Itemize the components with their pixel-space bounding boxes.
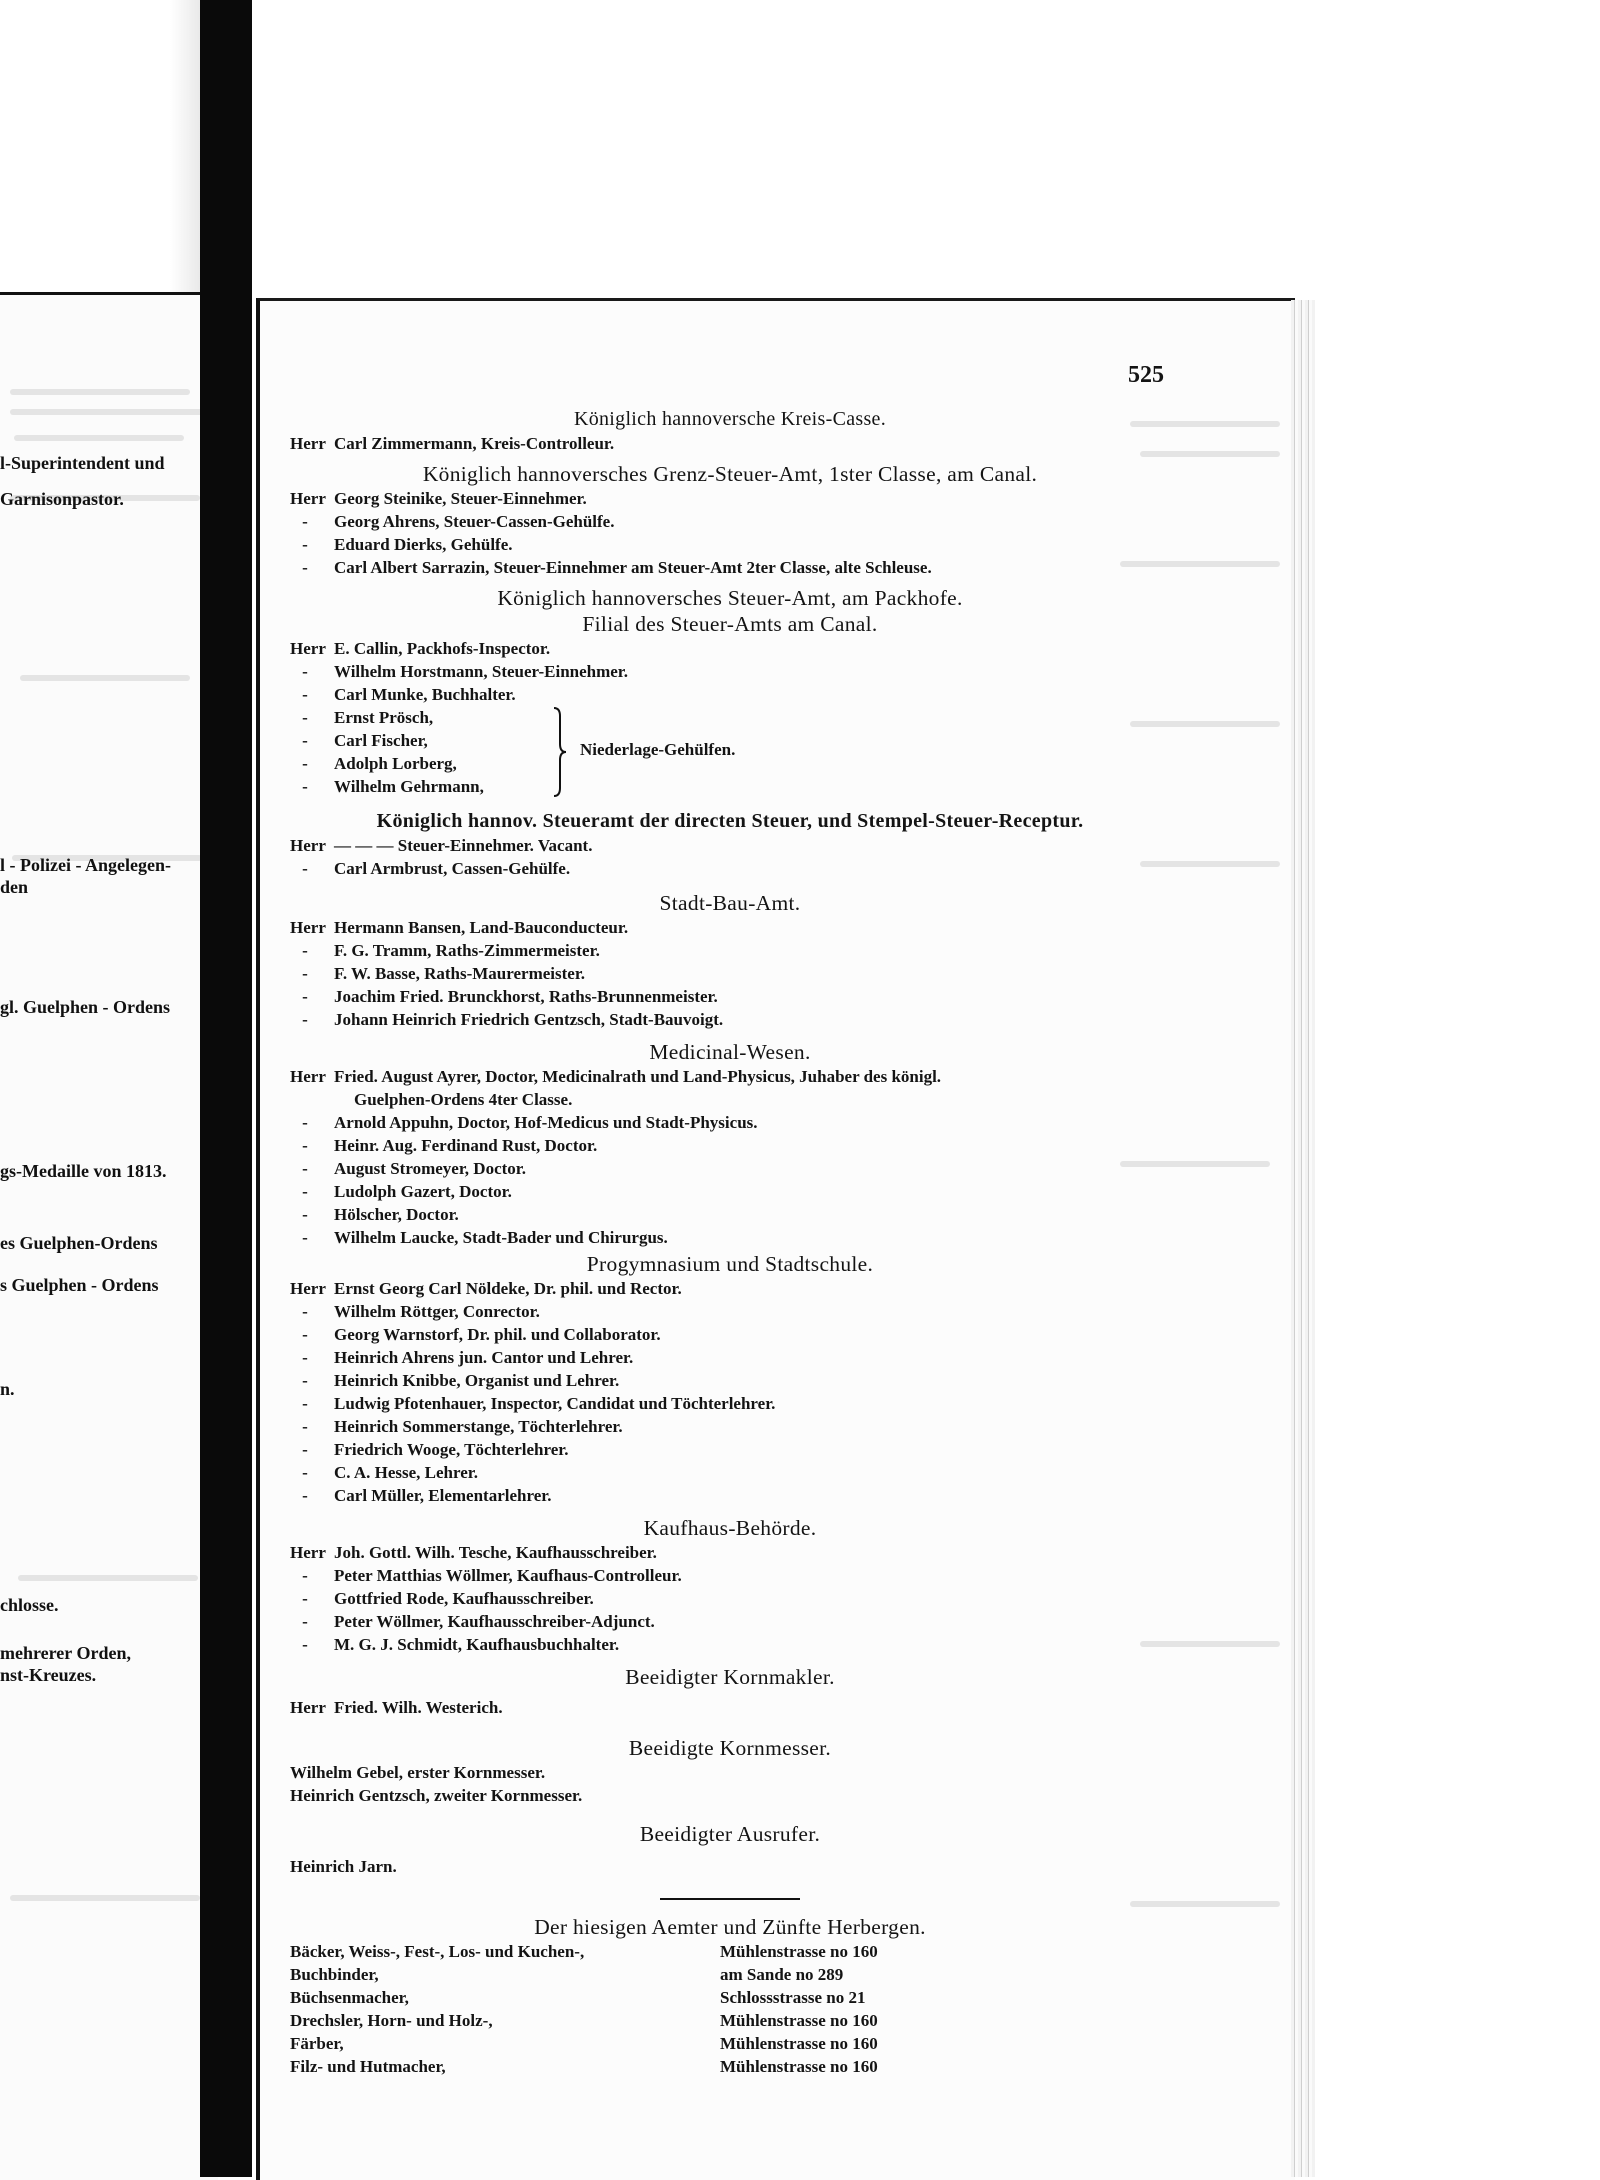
entry-text: Adolph Lorberg, bbox=[334, 754, 457, 773]
section-heading: Medicinal-Wesen. bbox=[649, 1040, 811, 1064]
entry-prefix: Herr bbox=[290, 1698, 326, 1717]
left-page-fragment: gs-Medaille von 1813. bbox=[0, 1161, 167, 1181]
entry-row bbox=[290, 775, 1170, 798]
entry-prefix: - bbox=[302, 1635, 308, 1654]
section-heading: Königlich hannoversches Steuer-Amt, am Packhofe. bbox=[497, 586, 963, 610]
section-subheading: Filial des Steuer-Amts am Canal. bbox=[582, 612, 878, 636]
entry-prefix: Herr bbox=[290, 1543, 326, 1562]
entry-row bbox=[290, 1784, 1170, 1807]
entry-prefix: - bbox=[302, 1463, 308, 1482]
trade-name: Filz- und Hutmacher, bbox=[290, 2057, 446, 2076]
entry-text: Carl Albert Sarrazin, Steuer-Einnehmer am Steuer-Amt 2ter Classe, alte Schleuse. bbox=[334, 558, 932, 577]
entry-row bbox=[290, 1761, 1170, 1784]
entry-text: Heinrich Ahrens jun. Cantor und Lehrer. bbox=[334, 1348, 634, 1367]
entry-row bbox=[290, 985, 1170, 1008]
entry-text: — — — Steuer-Einnehmer. Vacant. bbox=[334, 836, 593, 855]
page-edges bbox=[1291, 300, 1315, 2177]
entry-prefix: - bbox=[302, 512, 308, 531]
entry-text: August Stromeyer, Doctor. bbox=[334, 1159, 527, 1178]
entry-row bbox=[290, 1277, 1170, 1300]
entry-prefix: - bbox=[302, 1010, 308, 1029]
entry-text: Wilhelm Gehrmann, bbox=[334, 777, 484, 796]
entry-text: Georg Steinike, Steuer-Einnehmer. bbox=[334, 489, 587, 508]
entry-text: Carl Armbrust, Cassen-Gehülfe. bbox=[334, 859, 571, 878]
entry-text: Wilhelm Laucke, Stadt-Bader und Chirurgus. bbox=[334, 1228, 668, 1247]
entry-prefix: - bbox=[302, 777, 308, 796]
entry-text: Arnold Appuhn, Doctor, Hof-Medicus und Stadt-Physicus. bbox=[334, 1113, 758, 1132]
entry-prefix: - bbox=[302, 1205, 308, 1224]
entry-prefix: - bbox=[302, 1302, 308, 1321]
entry-row bbox=[290, 683, 1170, 706]
left-page-fragment: es Guelphen-Ordens bbox=[0, 1233, 158, 1253]
entry-text: Wilhelm Horstmann, Steuer-Einnehmer. bbox=[334, 662, 629, 681]
entry-text: Peter Wöllmer, Kaufhausschreiber-Adjunct. bbox=[334, 1612, 655, 1631]
entry-row bbox=[290, 1300, 1170, 1323]
entry-text: Peter Matthias Wöllmer, Kaufhaus-Controlleur. bbox=[334, 1566, 682, 1585]
entry-row bbox=[290, 834, 1170, 857]
entry-row bbox=[290, 1415, 1170, 1438]
entry-prefix: - bbox=[302, 1589, 308, 1608]
entry-prefix: - bbox=[302, 1612, 308, 1631]
trade-location: Mühlenstrasse no 160 bbox=[720, 2034, 878, 2053]
entry-row bbox=[290, 962, 1170, 985]
entry-text: Carl Munke, Buchhalter. bbox=[334, 685, 516, 704]
entry-row bbox=[290, 1587, 1170, 1610]
entry-prefix: Herr bbox=[290, 836, 326, 855]
entry-row bbox=[290, 1346, 1170, 1369]
entry-prefix: - bbox=[302, 1371, 308, 1390]
brace-group bbox=[290, 706, 1170, 798]
entry-prefix: - bbox=[302, 1113, 308, 1132]
entry-row bbox=[290, 1610, 1170, 1633]
section-heading: Der hiesigen Aemter und Zünfte Herbergen. bbox=[534, 1915, 926, 1939]
entry-row bbox=[290, 1484, 1170, 1507]
section-heading: Königlich hannoversche Kreis-Casse. bbox=[573, 408, 887, 430]
section-kornmesser bbox=[290, 1735, 1170, 1807]
page-shadow bbox=[170, 0, 200, 300]
entry-prefix: - bbox=[302, 1159, 308, 1178]
left-page-fragment: den bbox=[0, 877, 29, 897]
entry-text: M. G. J. Schmidt, Kaufhausbuchhalter. bbox=[334, 1635, 620, 1654]
entry-row bbox=[290, 1323, 1170, 1346]
section-kaufhaus-behoerde bbox=[290, 1515, 1170, 1656]
entry-text: F. G. Tramm, Raths-Zimmermeister. bbox=[334, 941, 600, 960]
trade-name: Bäcker, Weiss-, Fest-, Los- und Kuchen-, bbox=[290, 1942, 585, 1961]
entry-row bbox=[290, 1065, 1170, 1088]
entry-row bbox=[290, 1203, 1170, 1226]
trade-row bbox=[290, 1940, 1170, 1963]
trade-name: Büchsenmacher, bbox=[290, 1988, 409, 2007]
entry-text: Ernst Georg Carl Nöldeke, Dr. phil. und Rector. bbox=[334, 1279, 682, 1298]
entry-row bbox=[290, 1134, 1170, 1157]
entry-text: Ludwig Pfotenhauer, Inspector, Candidat und Töchterlehrer. bbox=[334, 1394, 776, 1413]
entry-row bbox=[290, 1111, 1170, 1134]
trade-row bbox=[290, 1963, 1170, 1986]
left-page-fragment: s Guelphen - Ordens bbox=[0, 1275, 159, 1295]
section-ausrufer bbox=[290, 1821, 1170, 1878]
left-page-fragment: Garnisonpastor. bbox=[0, 489, 124, 509]
section-heading: Beeidigte Kornmesser. bbox=[628, 1736, 832, 1760]
section-heading: Königlich hannoversches Grenz-Steuer-Amt, 1ster Classe, am Canal. bbox=[422, 462, 1038, 486]
entry-row bbox=[290, 660, 1170, 683]
entry-row bbox=[290, 556, 1170, 579]
entry-prefix: Herr bbox=[290, 489, 326, 508]
section-heading: Königlich hannov. Steueramt der directen Steuer, und Stempel-Steuer-Receptur. bbox=[376, 810, 1084, 832]
trade-row bbox=[290, 2032, 1170, 2055]
entry-row bbox=[290, 1392, 1170, 1415]
entry-prefix: - bbox=[302, 1182, 308, 1201]
entry-prefix: - bbox=[302, 1566, 308, 1585]
entry-prefix: Herr bbox=[290, 639, 326, 658]
entry-row bbox=[290, 1696, 1170, 1719]
entry-text: F. W. Basse, Raths-Maurermeister. bbox=[334, 964, 586, 983]
entry-text: Wilhelm Gebel, erster Kornmesser. bbox=[290, 1763, 546, 1782]
left-page-fragment: l - Polizei - Angelegen- bbox=[0, 855, 171, 875]
entry-row bbox=[290, 1438, 1170, 1461]
entry-text: Hermann Bansen, Land-Bauconducteur. bbox=[334, 918, 629, 937]
register-page-content bbox=[290, 400, 1170, 2078]
entry-prefix: - bbox=[302, 685, 308, 704]
brace-label: Niederlage-Gehülfen. bbox=[580, 740, 736, 759]
entry-text: Joh. Gottl. Wilh. Tesche, Kaufhausschreiber. bbox=[334, 1543, 657, 1562]
entry-prefix: - bbox=[302, 662, 308, 681]
entry-prefix: Herr bbox=[290, 434, 326, 453]
section-heading: Stadt-Bau-Amt. bbox=[659, 891, 801, 915]
entry-prefix: - bbox=[302, 1394, 308, 1413]
entry-prefix: - bbox=[302, 708, 308, 727]
left-page-fragment: chlosse. bbox=[0, 1595, 59, 1615]
entry-prefix: Herr bbox=[290, 1279, 326, 1298]
entry-prefix: - bbox=[302, 1417, 308, 1436]
trade-location: am Sande no 289 bbox=[720, 1965, 844, 1984]
entry-row bbox=[290, 939, 1170, 962]
entry-text: C. A. Hesse, Lehrer. bbox=[334, 1463, 479, 1482]
entry-row bbox=[290, 1541, 1170, 1564]
section-grenz-steuer-amt bbox=[290, 461, 1170, 579]
entry-text: Heinrich Gentzsch, zweiter Kornmesser. bbox=[290, 1786, 583, 1805]
entry-text: Joachim Fried. Brunckhorst, Raths-Brunnenmeister. bbox=[334, 987, 718, 1006]
entry-text: Fried. August Ayrer, Doctor, Medicinalrath und Land-Physicus, Juhaber des königl. bbox=[334, 1067, 942, 1086]
entry-prefix: - bbox=[302, 1440, 308, 1459]
entry-row bbox=[290, 706, 1170, 729]
entry-prefix: - bbox=[302, 941, 308, 960]
entry-text: Johann Heinrich Friedrich Gentzsch, Stadt-Bauvoigt. bbox=[334, 1010, 724, 1029]
entry-prefix: - bbox=[302, 754, 308, 773]
entry-text: Gottfried Rode, Kaufhausschreiber. bbox=[334, 1589, 594, 1608]
entry-row bbox=[290, 1461, 1170, 1484]
left-page bbox=[0, 292, 218, 2180]
section-kreis-casse bbox=[290, 406, 1170, 455]
book-gutter bbox=[200, 0, 252, 2177]
entry-continuation bbox=[290, 1088, 1170, 1111]
trade-name: Färber, bbox=[290, 2034, 344, 2053]
entry-text: Carl Müller, Elementarlehrer. bbox=[334, 1486, 552, 1505]
entry-prefix: Herr bbox=[290, 918, 326, 937]
trade-row bbox=[290, 2055, 1170, 2078]
trade-location: Mühlenstrasse no 160 bbox=[720, 1942, 878, 1961]
entry-text: Wilhelm Röttger, Conrector. bbox=[334, 1302, 540, 1321]
trade-name: Drechsler, Horn- und Holz-, bbox=[290, 2011, 493, 2030]
entry-row bbox=[290, 1369, 1170, 1392]
trade-name: Buchbinder, bbox=[290, 1965, 379, 1984]
left-page-fragment: l-Superintendent und bbox=[0, 453, 165, 473]
entry-row bbox=[290, 533, 1170, 556]
section-kornmakler bbox=[290, 1664, 1170, 1719]
entry-text: Carl Fischer, bbox=[334, 731, 428, 750]
entry-row bbox=[290, 1180, 1170, 1203]
entry-text: Georg Ahrens, Steuer-Cassen-Gehülfe. bbox=[334, 512, 615, 531]
entry-row bbox=[290, 487, 1170, 510]
section-stempel-steuer bbox=[290, 808, 1170, 880]
curly-brace-icon bbox=[550, 706, 570, 798]
entry-row bbox=[290, 637, 1170, 660]
entry-text: Carl Zimmermann, Kreis-Controlleur. bbox=[334, 434, 615, 453]
entry-prefix: Herr bbox=[290, 1067, 326, 1086]
trade-location: Mühlenstrasse no 160 bbox=[720, 2057, 878, 2076]
entry-text: Heinrich Knibbe, Organist und Lehrer. bbox=[334, 1371, 620, 1390]
page-number: 525 bbox=[1128, 362, 1164, 388]
entry-prefix: - bbox=[302, 558, 308, 577]
section-stadt-bau-amt bbox=[290, 890, 1170, 1031]
entry-text: Ernst Prösch, bbox=[334, 708, 434, 727]
section-packhof bbox=[290, 585, 1170, 798]
entry-row bbox=[290, 1226, 1170, 1249]
trade-row bbox=[290, 2009, 1170, 2032]
entry-text: Guelphen-Ordens 4ter Classe. bbox=[354, 1090, 573, 1109]
entry-text: Heinrich Sommerstange, Töchterlehrer. bbox=[334, 1417, 623, 1436]
left-page-fragment: gl. Guelphen - Ordens bbox=[0, 997, 171, 1017]
section-heading: Beeidigter Ausrufer. bbox=[639, 1822, 821, 1846]
entry-prefix: - bbox=[302, 1228, 308, 1247]
trade-row bbox=[290, 1986, 1170, 2009]
entry-row bbox=[290, 510, 1170, 533]
entry-prefix: - bbox=[302, 1325, 308, 1344]
section-heading: Progymnasium und Stadtschule. bbox=[586, 1252, 874, 1276]
trade-location: Schlossstrasse no 21 bbox=[720, 1988, 866, 2007]
left-page-fragment: nst-Kreuzes. bbox=[0, 1665, 97, 1685]
left-page-fragment: mehrerer Orden, bbox=[0, 1643, 131, 1663]
section-heading: Beeidigter Kornmakler. bbox=[625, 1665, 835, 1689]
section-progymnasium bbox=[290, 1251, 1170, 1507]
entry-text: Heinr. Aug. Ferdinand Rust, Doctor. bbox=[334, 1136, 598, 1155]
entry-text: Georg Warnstorf, Dr. phil. und Collaborator. bbox=[334, 1325, 661, 1344]
entry-row bbox=[290, 1564, 1170, 1587]
entry-text: Ludolph Gazert, Doctor. bbox=[334, 1182, 512, 1201]
trade-location: Mühlenstrasse no 160 bbox=[720, 2011, 878, 2030]
section-divider bbox=[660, 1898, 800, 1900]
section-heading: Kaufhaus-Behörde. bbox=[643, 1516, 817, 1540]
entry-prefix: - bbox=[302, 1486, 308, 1505]
entry-prefix: - bbox=[302, 987, 308, 1006]
entry-text: E. Callin, Packhofs-Inspector. bbox=[334, 639, 551, 658]
entry-row bbox=[290, 1855, 1170, 1878]
entry-row bbox=[290, 1008, 1170, 1031]
entry-row bbox=[290, 857, 1170, 880]
section-medicinal-wesen bbox=[290, 1039, 1170, 1249]
section-herbergen bbox=[290, 1914, 1170, 2078]
entry-row bbox=[290, 432, 1170, 455]
entry-prefix: - bbox=[302, 731, 308, 750]
entry-row bbox=[290, 1157, 1170, 1180]
entry-prefix: - bbox=[302, 1348, 308, 1367]
entry-text: Friedrich Wooge, Töchterlehrer. bbox=[334, 1440, 569, 1459]
entry-text: Hölscher, Doctor. bbox=[334, 1205, 459, 1224]
entry-prefix: - bbox=[302, 1136, 308, 1155]
entry-prefix: - bbox=[302, 964, 308, 983]
entry-prefix: - bbox=[302, 859, 308, 878]
left-page-fragment: n. bbox=[0, 1379, 15, 1399]
entry-prefix: - bbox=[302, 535, 308, 554]
entry-row bbox=[290, 1633, 1170, 1656]
entry-text: Eduard Dierks, Gehülfe. bbox=[334, 535, 513, 554]
entry-text: Fried. Wilh. Westerich. bbox=[334, 1698, 503, 1717]
entry-row bbox=[290, 916, 1170, 939]
entry-text: Heinrich Jarn. bbox=[290, 1857, 397, 1876]
